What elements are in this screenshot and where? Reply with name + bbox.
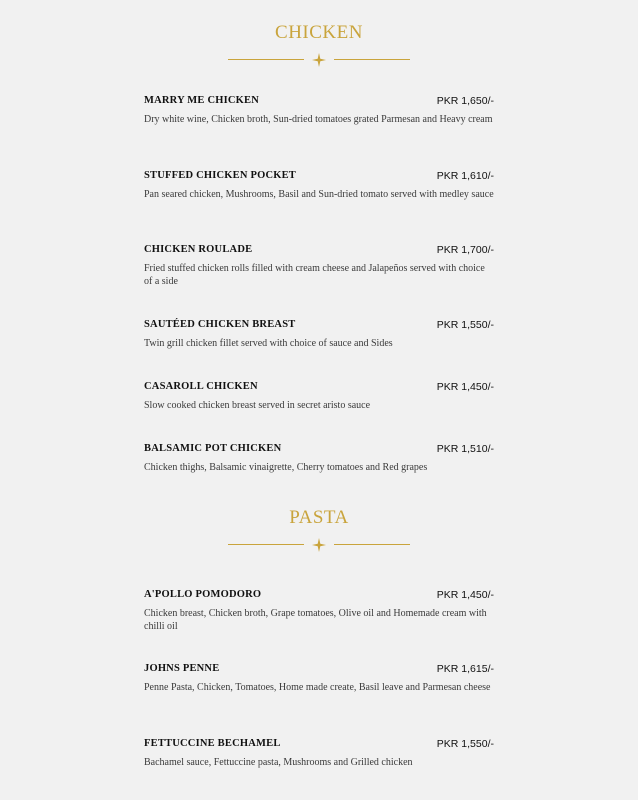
divider-line bbox=[228, 59, 304, 60]
divider-line bbox=[228, 544, 304, 545]
section-title-chicken: CHICKEN bbox=[275, 22, 363, 43]
menu-item-price: PKR 1,610/- bbox=[436, 170, 494, 182]
menu-item bbox=[144, 95, 494, 126]
menu-item-name: A'POLLO POMODORO bbox=[144, 589, 262, 600]
menu-item bbox=[144, 589, 494, 633]
menu-item-description: Chicken breast, Chicken broth, Grape tomatoes, Olive oil and Homemade cream with chilli oil bbox=[144, 608, 487, 632]
divider-line bbox=[334, 59, 410, 60]
menu-item-description: Chicken thighs, Balsamic vinaigrette, Cherry tomatoes and Red grapes bbox=[144, 462, 428, 473]
menu-item-description: Dry white wine, Chicken broth, Sun-dried tomatoes grated Parmesan and Heavy cream bbox=[144, 114, 493, 125]
section-title-pasta: PASTA bbox=[289, 507, 349, 528]
menu-item-description: Pan seared chicken, Mushrooms, Basil and Sun-dried tomato served with medley sauce bbox=[144, 189, 494, 200]
menu-item-description: Twin grill chicken fillet served with choice of sauce and Sides bbox=[144, 338, 393, 349]
menu-item-description: Bachamel sauce, Fettuccine pasta, Mushrooms and Grilled chicken bbox=[144, 757, 413, 768]
menu-item-description: Slow cooked chicken breast served in secret aristo sauce bbox=[144, 400, 371, 411]
menu-item-price: PKR 1,450/- bbox=[436, 381, 494, 393]
menu-item-price: PKR 1,700/- bbox=[436, 244, 494, 256]
menu-item-name: BALSAMIC POT CHICKEN bbox=[144, 443, 282, 454]
menu-item-name: CASAROLL CHICKEN bbox=[144, 381, 258, 392]
sparkle-icon bbox=[312, 53, 326, 67]
menu-item-description: Fried stuffed chicken rolls filled with cream cheese and Jalapeños served with choice of a side bbox=[144, 263, 485, 287]
menu-item bbox=[144, 663, 494, 694]
divider-line bbox=[334, 544, 410, 545]
menu-item-price: PKR 1,615/- bbox=[436, 663, 494, 675]
menu-item-price: PKR 1,510/- bbox=[436, 443, 494, 455]
menu-item-description: Penne Pasta, Chicken, Tomatoes, Home made create, Basil leave and Parmesan cheese bbox=[144, 682, 491, 693]
menu-item-name: FETTUCCINE BECHAMEL bbox=[144, 738, 281, 749]
menu-item bbox=[144, 319, 494, 350]
menu-item bbox=[144, 170, 494, 201]
menu-item-price: PKR 1,550/- bbox=[436, 738, 494, 750]
section-divider bbox=[228, 53, 410, 67]
menu-item-name: CHICKEN ROULADE bbox=[144, 244, 253, 255]
menu-item-name: STUFFED CHICKEN POCKET bbox=[144, 170, 296, 181]
menu-item bbox=[144, 244, 494, 288]
menu-item bbox=[144, 381, 494, 412]
menu-item-name: SAUTÉED CHICKEN BREAST bbox=[144, 319, 296, 330]
sparkle-icon bbox=[312, 538, 326, 552]
menu-item bbox=[144, 443, 494, 474]
menu-item-price: PKR 1,650/- bbox=[436, 95, 494, 107]
menu-item-price: PKR 1,550/- bbox=[436, 319, 494, 331]
menu-item-name: JOHNS PENNE bbox=[144, 663, 220, 674]
menu-item bbox=[144, 738, 494, 769]
section-divider bbox=[228, 538, 410, 552]
menu-item-name: MARRY ME CHICKEN bbox=[144, 95, 260, 106]
menu-item-price: PKR 1,450/- bbox=[436, 589, 494, 601]
